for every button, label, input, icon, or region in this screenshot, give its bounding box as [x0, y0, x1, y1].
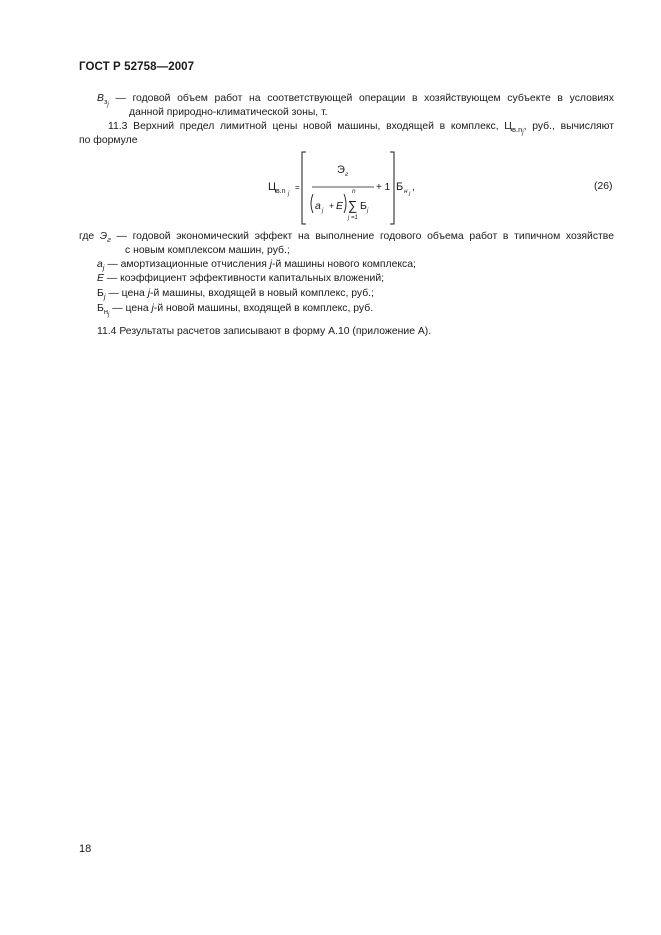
formula-den-plus: +: [329, 201, 335, 211]
symbol-b: B: [97, 93, 104, 104]
formula-den-b: Б: [360, 200, 367, 212]
symbol-b-sub: зj: [103, 97, 109, 108]
formula-sum-top: n: [352, 188, 356, 195]
formula-rhs: Б: [396, 181, 404, 193]
definition-b-line1: [97, 92, 614, 107]
formula-sum-sign: ∑: [348, 198, 358, 213]
formula-left-bracket: [302, 152, 306, 224]
formula-numerator-sub: г: [345, 171, 349, 178]
document-header: ГОСТ Р 52758—2007: [79, 61, 195, 73]
paragraph-11-3-line2: по формуле: [79, 135, 138, 146]
where-item-3: E — коэффициент эффективности капитальных вложений;: [97, 273, 385, 284]
page-number: 18: [79, 843, 92, 855]
formula-plus-one: + 1: [376, 182, 391, 193]
where-item-2: $a_j$ — амортизационные отчисления j-й машины нового комплекса;: [97, 259, 416, 272]
formula-rhs-subsub: j: [409, 191, 411, 197]
where-item-1-continued: с новым комплексом машин, руб.;: [125, 245, 290, 256]
formula-rhs-sub: н: [404, 188, 408, 195]
formula-number: (26): [594, 181, 613, 192]
where-item-5: $Б_{н_j}$ — цена j-й новой машины, входящей в комплекс, руб.: [97, 303, 374, 318]
where-item-4: $Б_j$ — цена j-й машины, входящей в новый комплекс, руб.;: [97, 288, 374, 301]
formula-eq: =: [295, 183, 300, 192]
formula-numerator: Э: [337, 164, 345, 176]
paragraph-11-3-line1: 11.3 Верхний предел лимитной цены новой машины, входящей в комплекс, $Ц_{в.n_j}$, руб., вычисляют: [108, 121, 615, 136]
formula-sum-bottom: j =1: [348, 215, 358, 221]
formula-den-rparen: [344, 194, 346, 213]
formula-den-lparen: [311, 194, 313, 213]
where-item-1: где $Э_г$ — годовой экономический эффект на выполнение годового объема работ в типичном хозяйстве: [79, 231, 614, 244]
formula-den-a-sub: j: [322, 208, 324, 214]
formula-den-e: E: [336, 200, 344, 212]
formula-lhs: Ц: [268, 181, 277, 193]
formula-trail: ,: [412, 182, 415, 193]
formula-26: [268, 150, 598, 226]
formula-den-a: a: [315, 200, 321, 212]
definition-b-text: — годовой объем работ на соответствующей операции в хозяйствующем субъекте в условиях: [115, 93, 614, 104]
formula-den-b-sub: j: [367, 208, 369, 214]
paragraph-11-4: 11.4 Результаты расчетов записывают в форму А.10 (приложение А).: [97, 326, 432, 337]
formula-lhs-sub: в.n: [276, 188, 286, 195]
formula-lhs-subsub: j: [288, 191, 290, 197]
definition-b-line2: данной природно-климатической зоны, т.: [129, 107, 328, 118]
formula-right-bracket: [390, 152, 394, 224]
